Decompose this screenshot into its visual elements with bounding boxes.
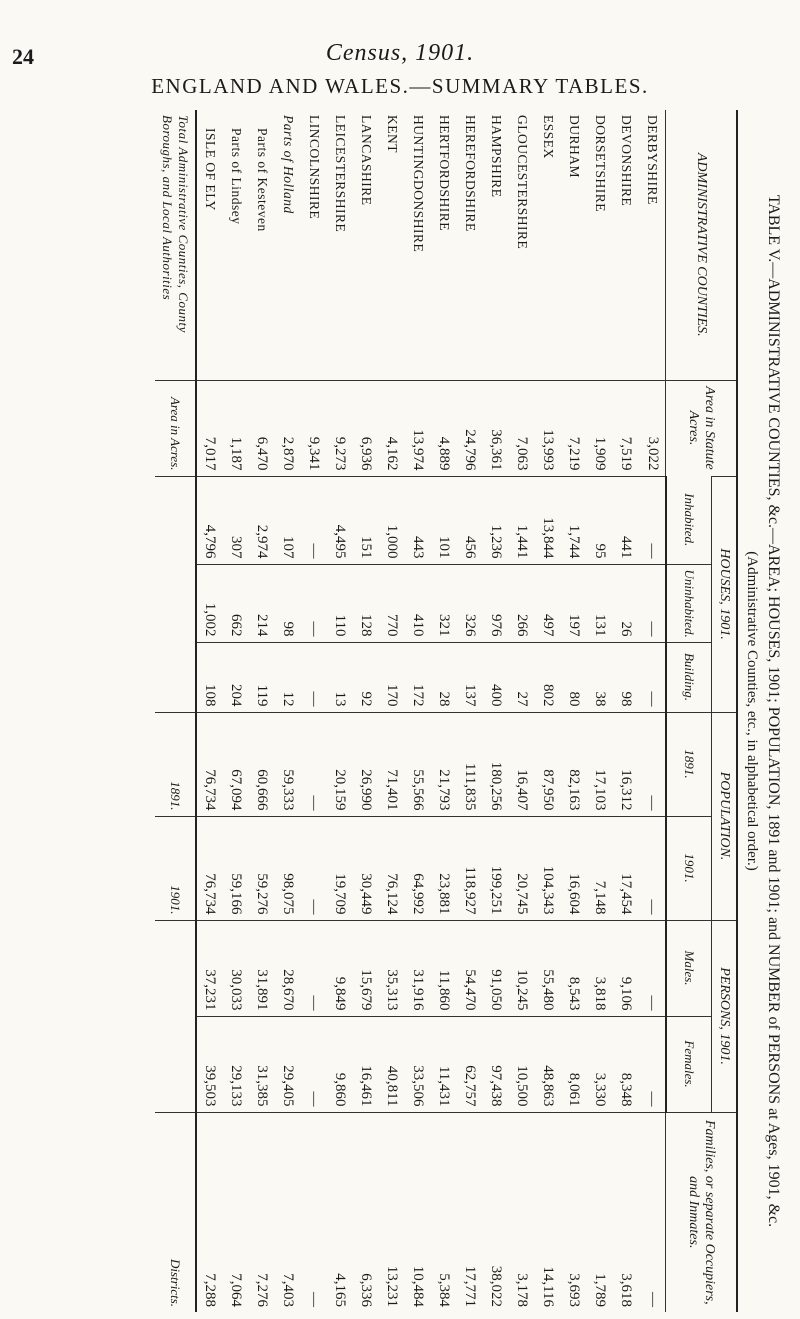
table-row	[353, 110, 379, 1312]
cell-inhabited: 2,974	[249, 476, 275, 564]
table-row	[431, 110, 457, 1312]
cell-uninhabited: 26	[613, 564, 639, 642]
cell-building: —	[301, 642, 327, 712]
table-row	[483, 110, 509, 1312]
cell-building: 27	[509, 642, 535, 712]
cell-area: 6,470	[249, 380, 275, 476]
cell-area: 13,993	[535, 380, 561, 476]
header-population: POPULATION.	[712, 712, 738, 920]
cell-pop-1891: 26,990	[353, 712, 379, 816]
cell-uninhabited: —	[301, 564, 327, 642]
cell-uninhabited: 662	[223, 564, 249, 642]
cell-pop-1891: 71,401	[379, 712, 405, 816]
cell-pop-1891: 111,835	[457, 712, 483, 816]
table-row	[587, 110, 613, 1312]
cell-pop-1891: 21,793	[431, 712, 457, 816]
cell-males: 55,480	[535, 920, 561, 1016]
cell-pop-1891: 180,256	[483, 712, 509, 816]
cell-uninhabited: 266	[509, 564, 535, 642]
cell-uninhabited: 98	[275, 564, 301, 642]
cell-building: 80	[561, 642, 587, 712]
cell-families: —	[639, 1112, 666, 1312]
cell-pop-1891: 87,950	[535, 712, 561, 816]
cell-uninhabited: 497	[535, 564, 561, 642]
table-row	[405, 110, 431, 1312]
cell-females: 40,811	[379, 1016, 405, 1112]
cell-pop-1901: 59,276	[249, 816, 275, 920]
cell-families: 14,116	[535, 1112, 561, 1312]
cell-families: 3,618	[613, 1112, 639, 1312]
cell-families: —	[301, 1112, 327, 1312]
cell-building: 98	[613, 642, 639, 712]
cell-families: 7,276	[249, 1112, 275, 1312]
cell-pop-1901: 64,992	[405, 816, 431, 920]
cell-families: 3,178	[509, 1112, 535, 1312]
cell-families: 4,165	[327, 1112, 353, 1312]
row-name: HERTFORDSHIRE	[437, 115, 452, 231]
cell-building: 204	[223, 642, 249, 712]
cell-inhabited: 1,441	[509, 476, 535, 564]
row-name: DERBYSHIRE	[645, 115, 661, 205]
row-name: LANCASHIRE	[359, 115, 374, 206]
header-houses: HOUSES, 1901.	[712, 476, 738, 712]
cell-area: 4,889	[431, 380, 457, 476]
cell-females: 62,757	[457, 1016, 483, 1112]
cell-pop-1901: 199,251	[483, 816, 509, 920]
cell-females: 31,385	[249, 1016, 275, 1112]
table-body	[155, 110, 666, 1312]
cell-females: 48,863	[535, 1016, 561, 1112]
cell-pop-1891: 20,159	[327, 712, 353, 816]
cell-area: 3,022	[639, 380, 666, 476]
cell-area: 6,936	[353, 380, 379, 476]
cell-males: 28,670	[275, 920, 301, 1016]
row-name: DURHAM	[567, 115, 582, 179]
cell-pop-1901: 59,166	[223, 816, 249, 920]
cell-females: 33,506	[405, 1016, 431, 1112]
cell-inhabited: 441	[613, 476, 639, 564]
cell-pop-1901: 20,745	[509, 816, 535, 920]
table-row	[301, 110, 327, 1312]
cell-pop-1901: 16,604	[561, 816, 587, 920]
cell-females: 10,500	[509, 1016, 535, 1112]
cell-inhabited: 4,495	[327, 476, 353, 564]
cell-uninhabited: 110	[327, 564, 353, 642]
cell-inhabited: 101	[431, 476, 457, 564]
header-males: Males.	[666, 920, 712, 1016]
header-building: Building.	[666, 642, 712, 712]
row-name: Parts of Kesteven	[255, 128, 270, 232]
row-name: ISLE OF ELY	[203, 128, 218, 211]
cell-males: 31,891	[249, 920, 275, 1016]
header-families: Families, or separate Occupiers, and Inmates.	[666, 1112, 737, 1312]
cell-families: 7,288	[196, 1112, 223, 1312]
table-row	[457, 110, 483, 1312]
row-name: HAMPSHIRE	[489, 115, 504, 198]
cell-pop-1901: 76,734	[196, 816, 223, 920]
cell-males: 31,916	[405, 920, 431, 1016]
cell-pop-1891: 55,566	[405, 712, 431, 816]
cell-families: 7,064	[223, 1112, 249, 1312]
footer-label: Total Administrative Counties, County Boroughs, and Local Authorities	[155, 110, 196, 380]
cell-area: 1,909	[587, 380, 613, 476]
cell-pop-1901: 76,124	[379, 816, 405, 920]
cell-families: 6,336	[353, 1112, 379, 1312]
cell-building: 137	[457, 642, 483, 712]
cell-pop-1901: 17,454	[613, 816, 639, 920]
cell-inhabited: 1,744	[561, 476, 587, 564]
cell-inhabited: —	[639, 476, 666, 564]
cell-families: 38,022	[483, 1112, 509, 1312]
table-row	[613, 110, 639, 1312]
table-row	[196, 110, 223, 1312]
cell-females: —	[301, 1016, 327, 1112]
cell-males: 91,050	[483, 920, 509, 1016]
row-name: DORSETSHIRE	[593, 115, 608, 213]
cell-females: 97,438	[483, 1016, 509, 1112]
cell-inhabited: 456	[457, 476, 483, 564]
cell-area: 4,162	[379, 380, 405, 476]
row-name: Parts of Holland	[281, 115, 296, 214]
row-name: ESSEX	[541, 115, 556, 159]
cell-area: 36,361	[483, 380, 509, 476]
cell-building: 38	[587, 642, 613, 712]
cell-uninhabited: 1,002	[196, 564, 223, 642]
cell-males: 35,313	[379, 920, 405, 1016]
cell-pop-1891: 59,333	[275, 712, 301, 816]
footer-blank-2	[155, 920, 196, 1112]
cell-uninhabited: 197	[561, 564, 587, 642]
cell-uninhabited: 976	[483, 564, 509, 642]
cell-building: 12	[275, 642, 301, 712]
cell-families: 13,231	[379, 1112, 405, 1312]
cell-area: 13,974	[405, 380, 431, 476]
cell-pop-1901: 118,927	[457, 816, 483, 920]
cell-females: 3,330	[587, 1016, 613, 1112]
footer-pop-1891: 1891.	[155, 712, 196, 816]
cell-uninhabited: 128	[353, 564, 379, 642]
header-uninhabited: Uninhabited.	[666, 564, 712, 642]
footer-blank	[155, 476, 196, 712]
cell-building: 802	[535, 642, 561, 712]
cell-uninhabited: 214	[249, 564, 275, 642]
running-head-subtitle: ENGLAND AND WALES.—SUMMARY TABLES.	[151, 74, 649, 98]
cell-inhabited: 13,844	[535, 476, 561, 564]
rotated-table-block	[24, 110, 786, 1312]
row-name: HEREFORDSHIRE	[463, 115, 478, 232]
footer-families: Districts.	[155, 1112, 196, 1312]
cell-families: 17,771	[457, 1112, 483, 1312]
cell-pop-1891: 82,163	[561, 712, 587, 816]
header-name: ADMINISTRATIVE COUNTIES.	[666, 110, 737, 380]
table-row	[327, 110, 353, 1312]
footer-pop-1901: 1901.	[155, 816, 196, 920]
cell-females: 29,133	[223, 1016, 249, 1112]
cell-building: —	[639, 642, 666, 712]
cell-families: 10,484	[405, 1112, 431, 1312]
row-name: Parts of Lindsey	[229, 128, 244, 225]
table-row	[249, 110, 275, 1312]
cell-inhabited: 1,000	[379, 476, 405, 564]
census-table	[155, 110, 738, 1312]
cell-pop-1891: 67,094	[223, 712, 249, 816]
page-number: 24	[12, 44, 34, 69]
cell-pop-1891: —	[301, 712, 327, 816]
cell-pop-1891: 60,666	[249, 712, 275, 816]
cell-building: 170	[379, 642, 405, 712]
cell-pop-1901: 104,343	[535, 816, 561, 920]
cell-area: 7,519	[613, 380, 639, 476]
cell-males: 30,033	[223, 920, 249, 1016]
cell-males: 54,470	[457, 920, 483, 1016]
cell-females: 16,461	[353, 1016, 379, 1112]
cell-pop-1901: 30,449	[353, 816, 379, 920]
footer-area: Area in Acres.	[155, 380, 196, 476]
header-pop-1891: 1891.	[666, 712, 712, 816]
table-row	[379, 110, 405, 1312]
cell-males: 11,860	[431, 920, 457, 1016]
cell-females: 8,061	[561, 1016, 587, 1112]
cell-males: 37,231	[196, 920, 223, 1016]
cell-uninhabited: 131	[587, 564, 613, 642]
cell-males: 8,543	[561, 920, 587, 1016]
cell-males: 3,818	[587, 920, 613, 1016]
cell-pop-1891: 16,312	[613, 712, 639, 816]
cell-females: 29,405	[275, 1016, 301, 1112]
cell-males: 10,245	[509, 920, 535, 1016]
table-title: TABLE V.—ADMINISTRATIVE COUNTIES, &c.—AREA; HOUSES, 1901; POPULATION, 1891 and 1901; and NUMBER of PERSONS at Ages, 1901, &c.	[765, 194, 782, 1228]
cell-inhabited: 151	[353, 476, 379, 564]
cell-pop-1901: 98,075	[275, 816, 301, 920]
table-row	[223, 110, 249, 1312]
cell-building: 119	[249, 642, 275, 712]
running-head-title: Census, 1901.	[325, 40, 475, 66]
cell-inhabited: 4,796	[196, 476, 223, 564]
header-area: Area in Statute Acres.	[666, 380, 737, 476]
cell-uninhabited: 326	[457, 564, 483, 642]
cell-uninhabited: 410	[405, 564, 431, 642]
cell-area: 9,273	[327, 380, 353, 476]
table-row	[561, 110, 587, 1312]
table-row	[639, 110, 666, 1312]
cell-building: 400	[483, 642, 509, 712]
cell-building: 172	[405, 642, 431, 712]
cell-building: 108	[196, 642, 223, 712]
cell-building: 92	[353, 642, 379, 712]
cell-families: 7,403	[275, 1112, 301, 1312]
cell-families: 5,384	[431, 1112, 457, 1312]
cell-inhabited: 107	[275, 476, 301, 564]
cell-pop-1891: 16,407	[509, 712, 535, 816]
cell-inhabited: —	[301, 476, 327, 564]
cell-families: 1,789	[587, 1112, 613, 1312]
cell-area: 24,796	[457, 380, 483, 476]
row-name: HUNTINGDONSHIRE	[411, 115, 426, 253]
table-row	[509, 110, 535, 1312]
table-subtitle: (Administrative Counties, etc., in alphabetical order.)	[744, 551, 760, 871]
cell-building: 13	[327, 642, 353, 712]
cell-inhabited: 1,236	[483, 476, 509, 564]
cell-pop-1901: —	[639, 816, 666, 920]
table-footer-row	[155, 110, 196, 1312]
cell-area: 9,341	[301, 380, 327, 476]
cell-males: 9,106	[613, 920, 639, 1016]
cell-pop-1901: 23,881	[431, 816, 457, 920]
row-name: GLOUCESTERSHIRE	[515, 115, 530, 250]
cell-females: 9,860	[327, 1016, 353, 1112]
table-row	[275, 110, 301, 1312]
cell-uninhabited: 321	[431, 564, 457, 642]
table-row	[535, 110, 561, 1312]
cell-area: 7,017	[196, 380, 223, 476]
cell-females: 8,348	[613, 1016, 639, 1112]
cell-uninhabited: 770	[379, 564, 405, 642]
cell-pop-1901: 19,709	[327, 816, 353, 920]
cell-females: —	[639, 1016, 666, 1112]
cell-area: 1,187	[223, 380, 249, 476]
cell-females: 11,431	[431, 1016, 457, 1112]
cell-families: 3,693	[561, 1112, 587, 1312]
cell-area: 7,063	[509, 380, 535, 476]
cell-males: 15,679	[353, 920, 379, 1016]
cell-area: 2,870	[275, 380, 301, 476]
row-name: KENT	[385, 115, 400, 153]
cell-pop-1891: —	[639, 712, 666, 816]
header-inhabited: Inhabited.	[666, 476, 712, 564]
cell-inhabited: 95	[587, 476, 613, 564]
cell-pop-1891: 17,103	[587, 712, 613, 816]
cell-males: 9,849	[327, 920, 353, 1016]
header-pop-1901: 1901.	[666, 816, 712, 920]
cell-inhabited: 307	[223, 476, 249, 564]
cell-males: —	[301, 920, 327, 1016]
cell-pop-1891: 76,734	[196, 712, 223, 816]
cell-inhabited: 443	[405, 476, 431, 564]
cell-pop-1901: —	[301, 816, 327, 920]
header-persons: PERSONS, 1901.	[712, 920, 738, 1112]
row-name: LINCOLNSHIRE	[307, 115, 322, 220]
cell-area: 7,219	[561, 380, 587, 476]
cell-uninhabited: —	[639, 564, 666, 642]
row-name: LEICESTERSHIRE	[333, 115, 348, 233]
cell-building: 28	[431, 642, 457, 712]
row-name: DEVONSHIRE	[619, 115, 634, 207]
cell-females: 39,503	[196, 1016, 223, 1112]
header-females: Females.	[666, 1016, 712, 1112]
cell-males: —	[639, 920, 666, 1016]
cell-pop-1901: 7,148	[587, 816, 613, 920]
